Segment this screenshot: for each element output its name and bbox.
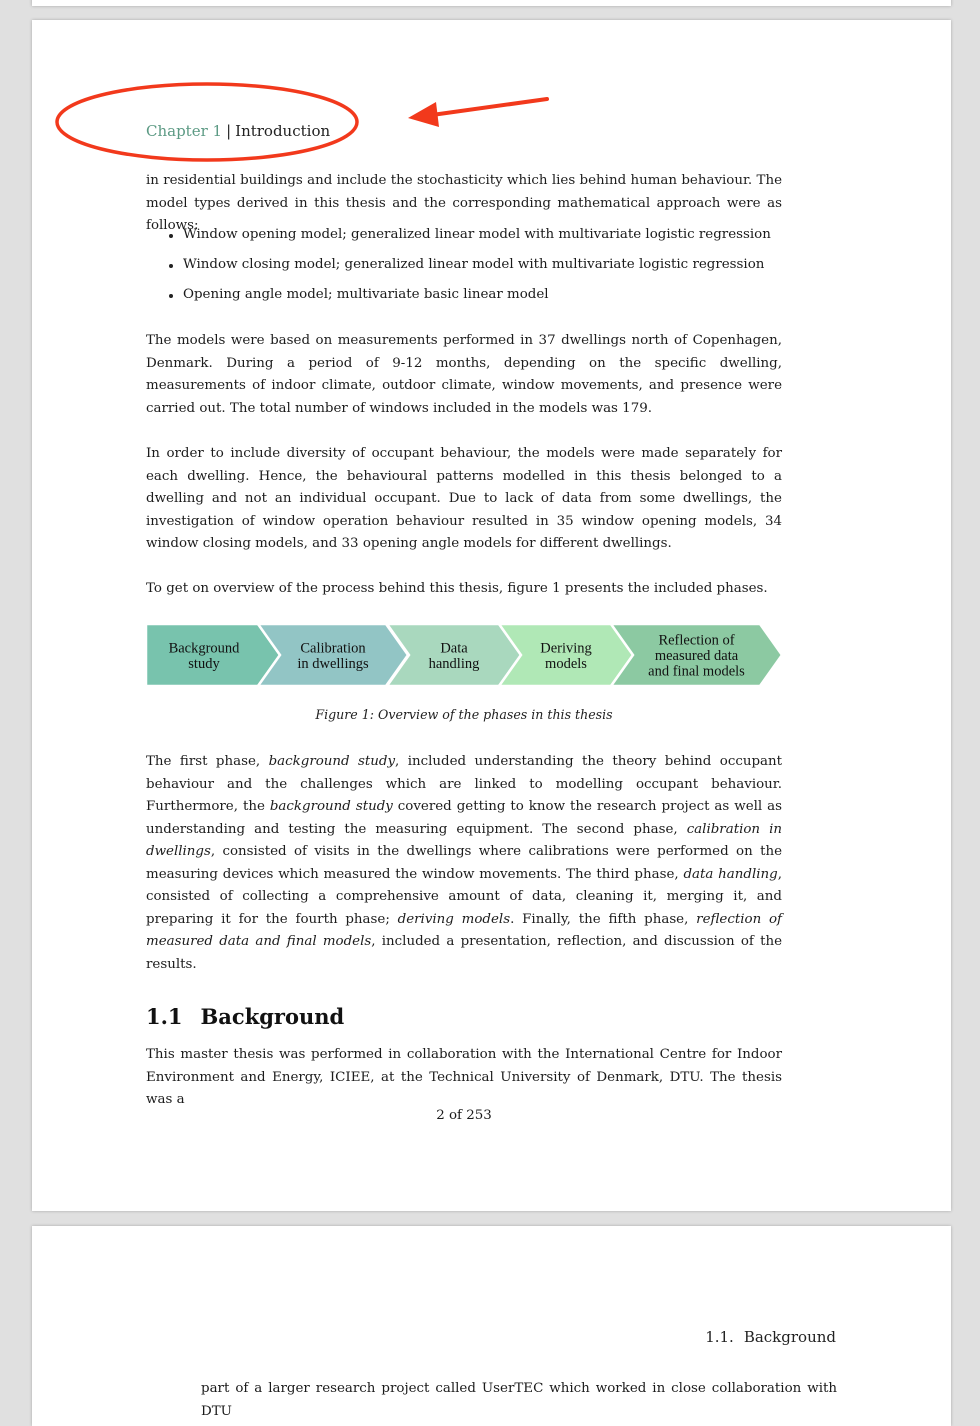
document-page: [32, 20, 951, 1211]
next-page-text: part of a larger research project called UserTEC which worked in close collaboration with DTU: [201, 1381, 837, 1419]
phase-label: Calibration: [300, 640, 366, 657]
running-head-number: 1.1.: [705, 1328, 734, 1346]
annotation-arrow-line: [432, 99, 547, 115]
phase-label: measured data: [654, 648, 739, 664]
running-head-title: Background: [743, 1328, 836, 1346]
phases-figure: [146, 622, 782, 692]
phase-label: in dwellings: [297, 655, 369, 672]
chapter-header: [146, 122, 330, 140]
previous-page: [32, 0, 951, 6]
phase-label: handling: [428, 655, 480, 672]
section-title: Background: [200, 1004, 345, 1029]
phase-label: Deriving: [540, 640, 592, 657]
chapter-label: Chapter 1: [146, 122, 223, 140]
phase-label: and final models: [648, 663, 745, 680]
phases-diagram: [146, 622, 782, 688]
annotation-arrow-head: [408, 102, 439, 127]
section-number: 1.1: [146, 1004, 183, 1029]
list-item: Window closing model; generalized linear model with multivariate logistic regression: [183, 254, 819, 277]
model-types-list: [146, 224, 819, 314]
phase-label: Data: [440, 640, 468, 657]
phase-label: Background: [168, 640, 240, 657]
annotation-overlay: [32, 20, 951, 180]
diversity-paragraph: In order to include diversity of occupant behaviour, the models were made separately for each dwelling. Hence, the behavioural patterns modelled in this thesis belonged to a dwelling and not an individual occupant. Due to lack of data from some dwellings, the investigation of window operation behaviour resulted in 35 window opening models, 34 window closing models, and 33 opening angle models for different dwellings.: [146, 446, 782, 551]
next-page: [32, 1226, 951, 1426]
phase-label: Reflection of: [658, 632, 735, 649]
figure-caption: Figure 1: Overview of the phases in this thesis: [315, 707, 613, 722]
background-paragraph: This master thesis was performed in collaboration with the International Centre for Indoor Environment and Energy, ICIEE, at the Technical University of Denmark, DTU. The thesis was a: [146, 1047, 782, 1107]
phase-label: study: [188, 655, 220, 672]
models-paragraph: The models were based on measurements performed in 37 dwellings north of Copenhagen, Denmark. During a period of 9-12 months, depending on the specific dwelling, measurements of indoor climate, outdoor climate, window movements, and presence were carried out. The total number of windows included in the models was 179.: [146, 333, 782, 416]
page-number: 2 of 253: [436, 1108, 492, 1123]
phase-label: models: [545, 655, 587, 672]
running-head: [705, 1328, 836, 1346]
list-item: Window opening model; generalized linear model with multivariate logistic regression: [183, 224, 819, 247]
intro-paragraph: in residential buildings and include the stochasticity which lies behind human behaviour. The model types derived in this thesis and the corresponding mathematical approach were as follows:: [146, 173, 782, 233]
phases-paragraph: The first phase, background study, included understanding the theory behind occupant behaviour and the challenges which are linked to modelling occupant behaviour. Furthermore, the background study covered getting to know the research project as well as understanding and testing the measuring equipment. The second phase, calibration in dwellings, consisted of visits in the dwellings where calibrations were performed on the measuring devices which measured the window movements. The third phase, data handling, consisted of collecting a comprehensive amount of data, cleaning it, merging it, and preparing it for the fourth phase; deriving models. Finally, the fifth phase, reflection of measured data and final models, included a presentation, reflection, and discussion of the results.: [146, 754, 783, 972]
header-separator: |: [226, 122, 232, 140]
section-heading: [146, 1004, 344, 1029]
chapter-title: Introduction: [235, 122, 331, 140]
list-item: Opening angle model; multivariate basic linear model: [183, 284, 819, 307]
overview-paragraph: To get on overview of the process behind this thesis, figure 1 presents the included phases.: [146, 581, 768, 596]
